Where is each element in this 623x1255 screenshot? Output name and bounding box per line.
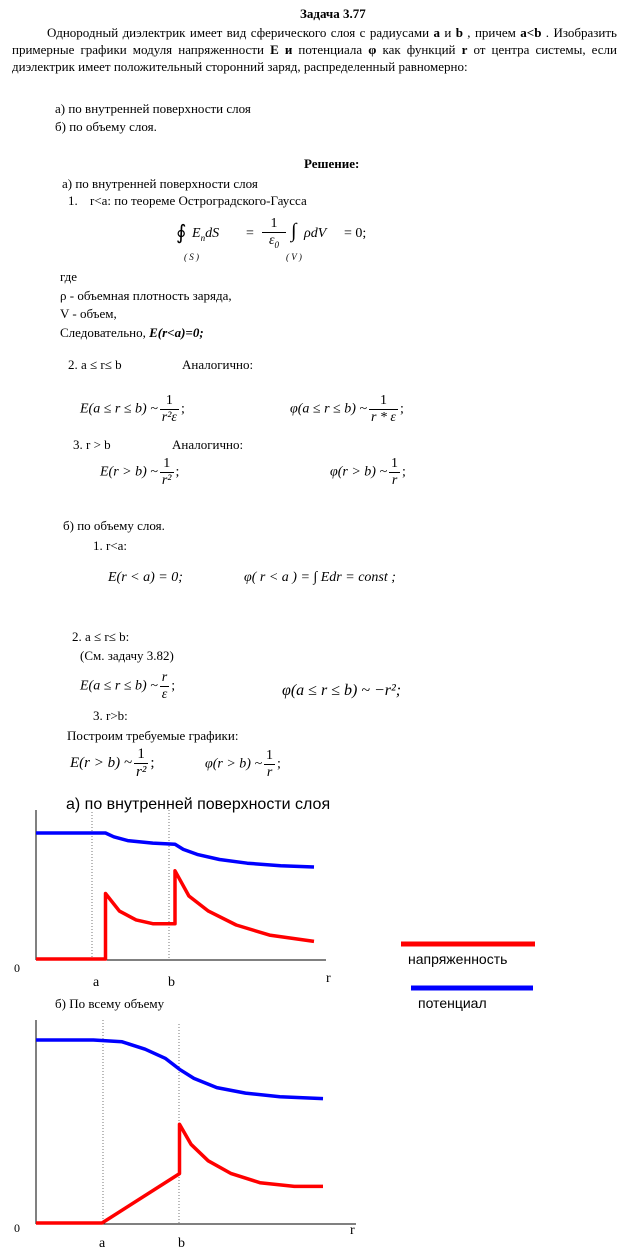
chart-2-series-E	[36, 1124, 323, 1223]
step1-number: 1.	[68, 193, 78, 208]
chart-2-series-phi	[36, 1040, 323, 1099]
conclusion: Следовательно, E(r<a)=0;	[60, 325, 204, 340]
formula-b2-phi: φ(a ≤ r ≤ b) ~ −r²;	[282, 682, 402, 699]
chart-1-origin-label: 0	[14, 961, 20, 975]
formula-b2-E: E(a ≤ r ≤ b) ~ $\frac{r}{\varepsilon}$ ;	[80, 670, 176, 702]
step3-text: 3. r > b	[73, 437, 111, 452]
volume-definition: V - объем,	[60, 306, 117, 321]
solution-heading: Решение:	[304, 156, 360, 171]
chart-2-title: б) По всему объему	[55, 996, 165, 1011]
chart-2-xlabel: r	[350, 1223, 355, 1238]
chart-1-tick-a-label: a	[93, 975, 100, 990]
formula-a2-phi: φ(a ≤ r ≤ b) ~ $\frac{1}{r * \varepsilon}$ ;	[290, 393, 404, 425]
legend-phi-label: потенциал	[418, 995, 487, 1011]
similarly-1: Аналогично:	[182, 357, 254, 372]
step2-text: 2. a ≤ r≤ b	[68, 357, 122, 372]
build-graphs-text: Построим требуемые графики:	[67, 728, 239, 743]
part-b-heading: б) по объему слоя.	[63, 518, 165, 533]
chart-1-series-phi	[36, 833, 314, 867]
rho-definition: ρ - объемная плотность заряда,	[60, 288, 232, 303]
formula-b1-phi: φ( r < a ) = ∫ Edr = const ;	[244, 570, 396, 585]
step1-text: r<a: по теореме Остроградского-Гаусса	[90, 193, 307, 208]
formula-b3-phi: φ(r > b) ~ $\frac{1}{r}$ ;	[205, 748, 281, 780]
chart-2-tick-a-label: a	[99, 1236, 106, 1250]
chart-2-origin-label: 0	[14, 1221, 20, 1235]
legend-E-label: напряженность	[408, 951, 508, 967]
gauss-formula: ∮ ( S ) $E_ndS$ = 1 $\varepsilon_0$ ∫ ( V ) ρdV = 0;	[176, 216, 367, 262]
chart-2-tick-b-label: b	[178, 1236, 185, 1250]
problem-statement: Однородный диэлектрик имеет вид сферического слоя с радиусами a и b , причем a<b . Изобразить примерные графики модуля напряженности E и потенциала φ как функций r от центра системы, если диэлектрик имеет положительный сторонний заряд, распределенный равномерно:	[12, 25, 617, 74]
chart-1-title: а) по внутренней поверхности слоя	[66, 796, 331, 813]
formula-a3-E: E(r > b) ~ $\frac{1}{\text{r²}}$ ;	[100, 456, 180, 488]
formula-a3-phi: φ(r > b) ~ $\frac{1}{r}$ ;	[330, 456, 406, 488]
part-a-heading: а) по внутренней поверхности слоя	[62, 176, 258, 191]
where-label: где	[60, 269, 78, 284]
formula-b3-E: E(r > b) ~ $\frac{1}{\text{r²}}$ ;	[70, 746, 155, 780]
see-reference: (См. задачу 3.82)	[80, 648, 174, 663]
b-step1-text: 1. r<a:	[93, 538, 128, 553]
problem-title: Задача 3.77	[300, 6, 366, 21]
similarly-2: Аналогично:	[172, 437, 244, 452]
chart-1-series-E	[36, 871, 314, 959]
b-step3-text: 3. r>b:	[93, 708, 128, 723]
problem-item-a: а) по внутренней поверхности слоя	[55, 101, 251, 116]
chart-1-tick-b-label: b	[168, 975, 175, 990]
formula-a2-E: E(a ≤ r ≤ b) ~ $\frac{1}{\text{r²ε}}$ ;	[80, 393, 185, 425]
chart-1	[0, 810, 380, 990]
b-step2-text: 2. a ≤ r≤ b:	[72, 629, 130, 644]
formula-b1-E: E(r < a) = 0;	[108, 570, 183, 585]
chart-1-xlabel: r	[326, 971, 331, 986]
chart-2	[0, 1020, 380, 1250]
problem-item-b: б) по объему слоя.	[55, 119, 157, 134]
